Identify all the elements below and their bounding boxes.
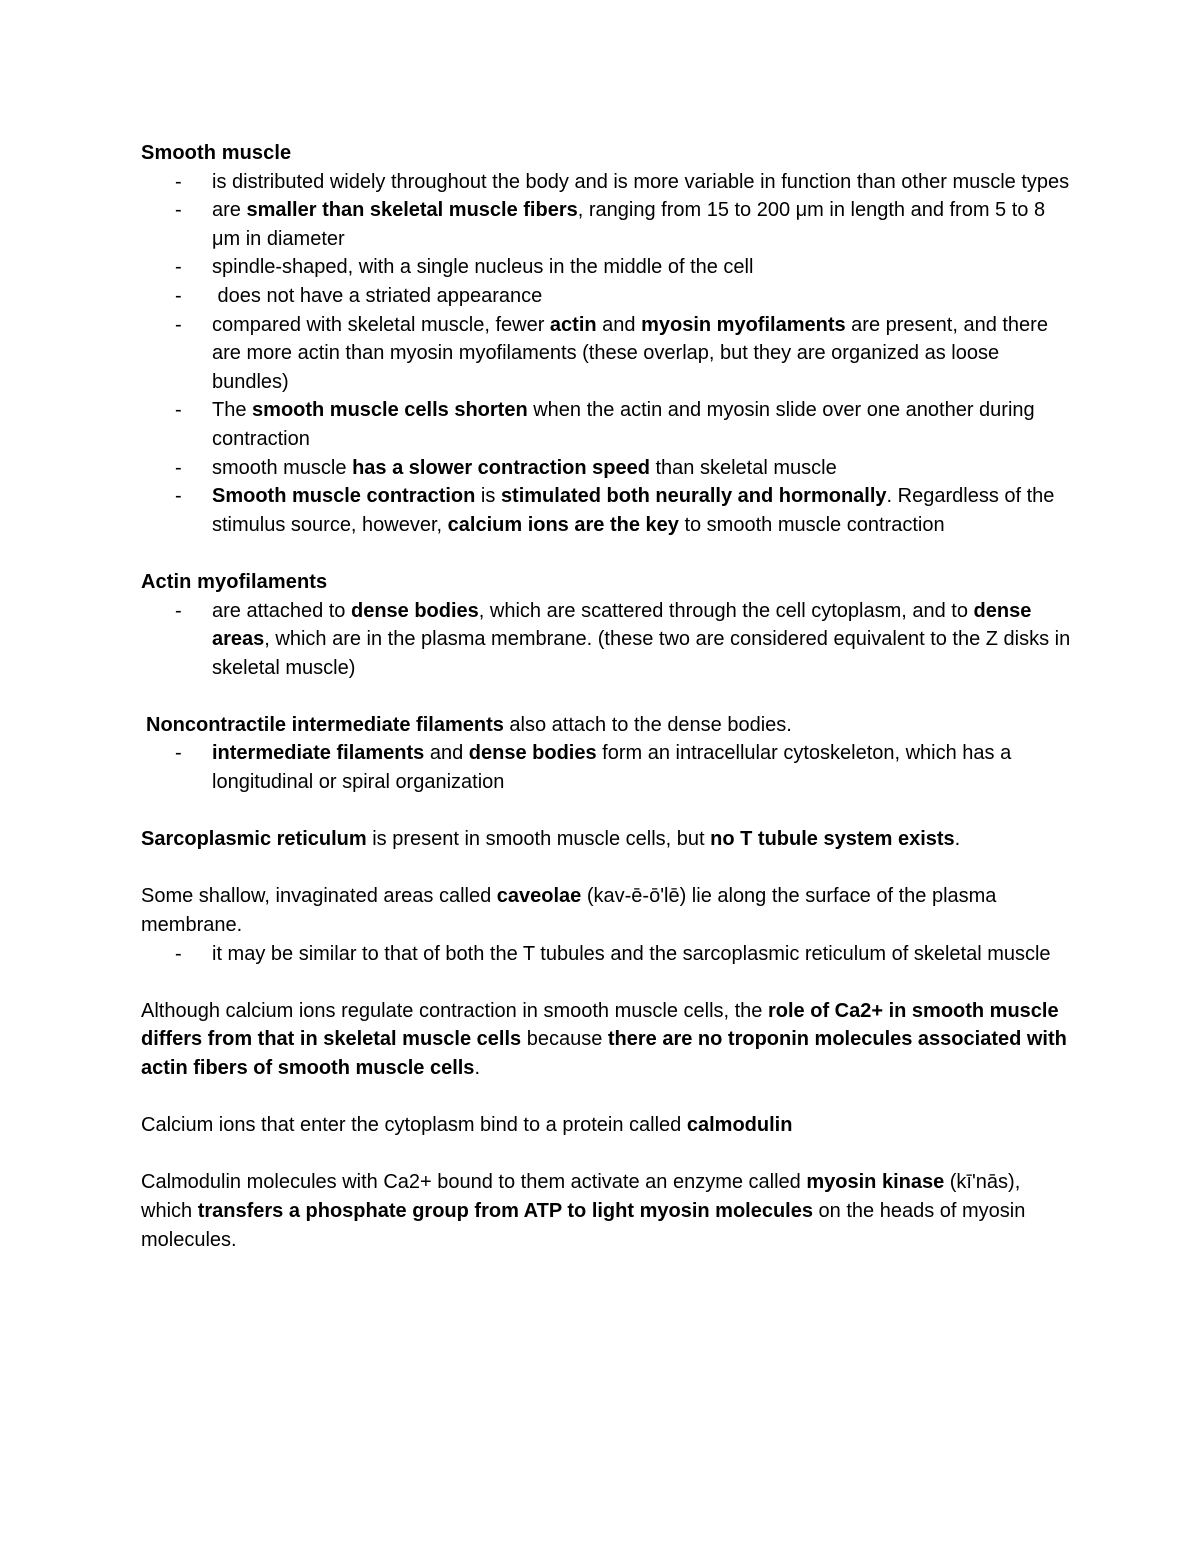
- bold-text: calcium ions are the key: [447, 513, 679, 536]
- actin-section: [141, 568, 1071, 682]
- text: is distributed widely throughout the body and is more variable in function than other muscle types: [212, 170, 1070, 193]
- dash-bullet: -: [175, 313, 182, 336]
- spacer: [141, 854, 1071, 883]
- spacer: [141, 539, 1071, 568]
- text: are attached to: [212, 599, 351, 622]
- text: .: [954, 828, 961, 851]
- caveolae-list: [141, 940, 1071, 969]
- dash-bullet: -: [175, 485, 182, 508]
- bold-text: Noncontractile intermediate filaments: [146, 713, 504, 736]
- list-item: [141, 739, 1071, 796]
- list-item: [141, 311, 1071, 397]
- bold-text: role of Ca2+ in smooth muscle differs from that in skeletal muscle cells: [141, 999, 1059, 1051]
- text: to smooth muscle contraction: [678, 513, 945, 536]
- text: and: [424, 742, 469, 765]
- caveolae-paragraph: [141, 882, 1071, 939]
- list-item: [141, 396, 1071, 453]
- bold-text: myosin kinase: [806, 1171, 945, 1194]
- list-item: [141, 253, 1071, 282]
- text: are present, and there are more actin than myosin myofilaments (these overlap, but they are organized as loose bundles): [212, 313, 1048, 393]
- smooth-muscle-heading: Smooth muscle: [141, 142, 292, 164]
- dash-bullet: -: [175, 284, 182, 307]
- bold-text: Sarcoplasmic reticulum: [141, 828, 367, 851]
- text: is: [475, 485, 501, 508]
- document-page: [141, 139, 1071, 1254]
- dash-bullet: -: [175, 742, 182, 765]
- list-item: [141, 482, 1071, 539]
- actin-list: [141, 597, 1071, 683]
- myosin-kinase-paragraph: [141, 1168, 1071, 1254]
- text: also attach to the dense bodies.: [503, 713, 792, 736]
- bold-text: calmodulin: [686, 1114, 793, 1137]
- bold-text: actin: [549, 313, 597, 336]
- bold-text: dense bodies: [468, 742, 597, 765]
- list-item: [141, 454, 1071, 483]
- bold-text: smaller than skeletal muscle fibers: [246, 199, 578, 222]
- text: , which are scattered through the cell cytoplasm, and to: [478, 599, 974, 622]
- text: .: [474, 1057, 480, 1079]
- bold-text: intermediate filaments: [212, 742, 425, 765]
- text: (kav-ē-ō'lē) lie along the surface of the plasma membrane.: [141, 885, 997, 937]
- calmodulin-paragraph: [141, 1111, 1071, 1140]
- text: Calmodulin molecules with Ca2+ bound to them activate an enzyme called: [141, 1171, 807, 1194]
- spacer: [141, 968, 1071, 997]
- smooth-muscle-list: [141, 168, 1071, 540]
- noncontractile-section: [141, 711, 1071, 797]
- bold-text: myosin myofilaments: [641, 313, 846, 336]
- dash-bullet: -: [175, 199, 182, 222]
- dash-bullet: -: [175, 170, 182, 193]
- text: . Regardless of the stimulus source, however,: [212, 485, 1055, 536]
- list-item: [141, 168, 1071, 197]
- bold-text: dense bodies: [350, 599, 479, 622]
- bold-text: smooth muscle cells shorten: [252, 399, 528, 422]
- list-item: [141, 282, 1071, 311]
- noncontractile-lead: [141, 711, 1071, 740]
- text: because: [521, 1028, 608, 1051]
- text: are: [212, 199, 247, 222]
- text: does not have a striated appearance: [212, 284, 543, 307]
- spacer: [141, 1140, 1071, 1169]
- list-item: [141, 597, 1071, 683]
- text: and: [596, 313, 642, 336]
- text: form an intracellular cytoskeleton, which has a longitudinal or spiral organization: [212, 742, 1012, 794]
- dash-bullet: -: [175, 399, 182, 422]
- bold-text: dense areas: [212, 599, 1032, 651]
- bold-text: transfers a phosphate group from ATP to light myosin molecules: [197, 1199, 813, 1222]
- text: Although calcium ions regulate contraction in smooth muscle cells, the: [141, 999, 768, 1022]
- sarcoplasmic-paragraph: [141, 825, 1071, 854]
- text: Calcium ions that enter the cytoplasm bind to a protein called: [141, 1114, 687, 1137]
- bold-text: caveolae: [496, 885, 582, 908]
- text: it may be similar to that of both the T tubules and the sarcoplasmic reticulum of skeletal muscle: [212, 942, 1051, 965]
- text: spindle-shaped, with a single nucleus in the middle of the cell: [212, 256, 754, 279]
- text: is present in smooth muscle cells, but: [366, 828, 711, 851]
- dash-bullet: -: [175, 942, 182, 965]
- spacer: [141, 682, 1071, 711]
- spacer: [141, 797, 1071, 826]
- list-item: [141, 940, 1071, 969]
- list-item: [141, 196, 1071, 253]
- calcium-role-paragraph: [141, 997, 1071, 1083]
- dash-bullet: -: [175, 256, 182, 279]
- bold-text: there are no troponin molecules associated with actin fibers of smooth muscle cells: [141, 1028, 1067, 1079]
- text: when the actin and myosin slide over one another during contraction: [212, 399, 1035, 450]
- text: (kī'nās), which: [141, 1171, 1021, 1222]
- bold-text: no T tubule system exists: [710, 828, 955, 851]
- spacer: [141, 1083, 1071, 1112]
- smooth-muscle-section: [141, 139, 1071, 539]
- text: , ranging from 15 to 200 μm in length and from 5 to 8 μm in diameter: [212, 199, 1046, 250]
- actin-heading: Actin myofilaments: [141, 570, 328, 593]
- noncontractile-list: [141, 739, 1071, 796]
- text: than skeletal muscle: [649, 456, 837, 479]
- bold-text: Smooth muscle contraction: [212, 485, 476, 508]
- bold-text: stimulated both neurally and hormonally: [500, 485, 887, 508]
- text: compared with skeletal muscle, fewer: [212, 313, 550, 336]
- caveolae-section: [141, 882, 1071, 968]
- text: on the heads of myosin molecules.: [141, 1199, 1026, 1251]
- bold-text: has a slower contraction speed: [352, 456, 650, 479]
- text: The: [212, 399, 253, 422]
- text: smooth muscle: [212, 456, 353, 479]
- dash-bullet: -: [175, 456, 182, 479]
- dash-bullet: -: [175, 599, 182, 622]
- text: , which are in the plasma membrane. (these two are considered equivalent to the Z disks in skeletal muscle): [212, 628, 1071, 679]
- text: Some shallow, invaginated areas called: [141, 885, 497, 908]
